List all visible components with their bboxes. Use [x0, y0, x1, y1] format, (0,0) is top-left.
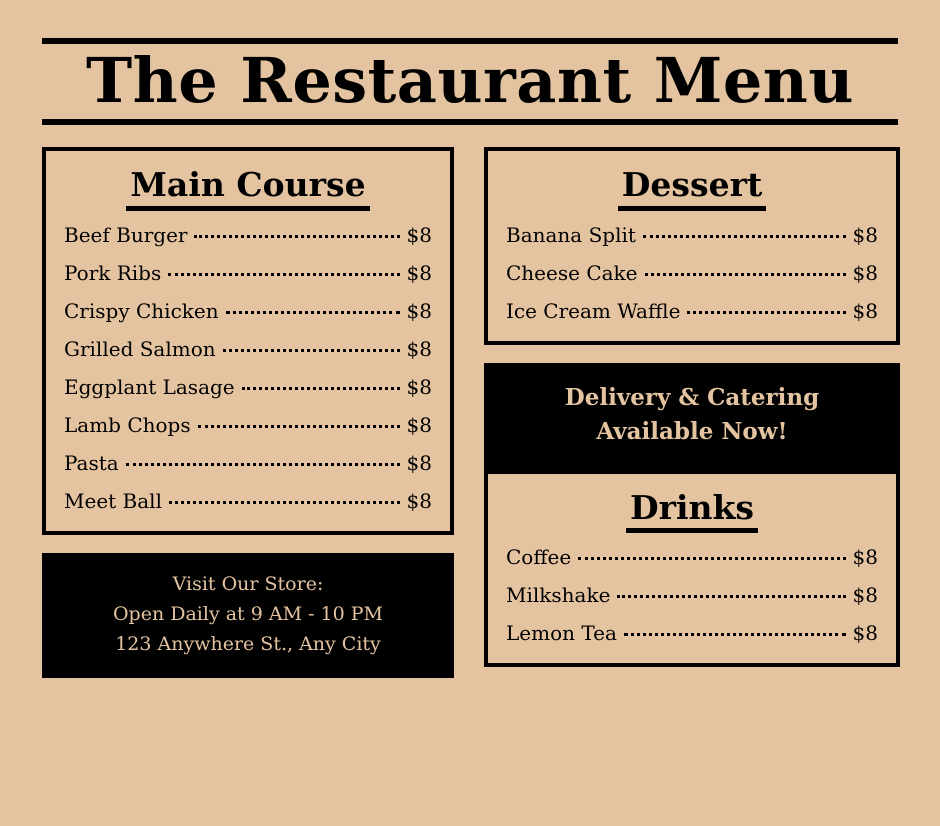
menu-item-price: $8	[852, 583, 878, 608]
menu-item	[506, 583, 878, 608]
leader-dots	[645, 273, 846, 276]
main-course-heading: Main Course	[126, 165, 369, 211]
page-title: The Restaurant Menu	[86, 44, 854, 117]
leader-dots	[226, 311, 400, 314]
menu-page	[0, 38, 940, 826]
leader-dots	[687, 311, 845, 314]
leader-dots	[169, 501, 400, 504]
leader-dots	[643, 235, 846, 238]
menu-item	[64, 450, 432, 475]
menu-columns	[42, 147, 898, 678]
dessert-heading-wrap	[506, 165, 878, 211]
leader-dots	[194, 235, 399, 238]
menu-item	[64, 336, 432, 361]
menu-item	[64, 298, 432, 323]
menu-item	[506, 222, 878, 247]
leader-dots	[126, 463, 400, 466]
main-course-panel	[42, 147, 454, 535]
menu-item	[64, 374, 432, 399]
menu-item-name: Banana Split	[506, 222, 636, 247]
menu-item-name: Beef Burger	[64, 222, 188, 247]
menu-item-name: Coffee	[506, 545, 572, 570]
leader-dots	[223, 349, 400, 352]
menu-item-name: Eggplant Lasage	[64, 374, 235, 399]
menu-item-name: Lemon Tea	[506, 621, 617, 646]
menu-item	[506, 260, 878, 285]
menu-item-price: $8	[406, 412, 432, 437]
menu-item-price: $8	[852, 260, 878, 285]
menu-item-name: Meet Ball	[64, 488, 162, 513]
leader-dots	[578, 557, 845, 560]
menu-item-price: $8	[406, 336, 432, 361]
menu-item-price: $8	[852, 222, 878, 247]
menu-item-price: $8	[852, 545, 878, 570]
menu-item-price: $8	[406, 298, 432, 323]
leader-dots	[198, 425, 400, 428]
menu-item-name: Pork Ribs	[64, 260, 162, 285]
menu-item	[506, 621, 878, 646]
menu-item-price: $8	[406, 450, 432, 475]
store-info-banner	[42, 553, 454, 678]
right-column	[484, 147, 900, 678]
leader-dots	[624, 633, 846, 636]
drinks-heading: Drinks	[626, 488, 758, 534]
menu-item	[506, 545, 878, 570]
leader-dots	[168, 273, 399, 276]
menu-item-name: Ice Cream Waffle	[506, 298, 681, 323]
menu-item	[64, 488, 432, 513]
left-column	[42, 147, 454, 678]
dessert-panel	[484, 147, 900, 345]
store-info-line-1: Visit Our Store:	[172, 572, 324, 595]
promo-line-1: Delivery & Catering	[564, 383, 820, 411]
menu-item-price: $8	[406, 260, 432, 285]
promo-banner	[484, 363, 900, 470]
title-block	[42, 38, 898, 125]
dessert-heading: Dessert	[618, 165, 766, 211]
menu-item-name: Grilled Salmon	[64, 336, 216, 361]
menu-item-price: $8	[406, 374, 432, 399]
leader-dots	[242, 387, 400, 390]
menu-item-name: Crispy Chicken	[64, 298, 219, 323]
menu-item-price: $8	[852, 621, 878, 646]
menu-item-name: Pasta	[64, 450, 119, 475]
menu-item-price: $8	[406, 488, 432, 513]
menu-item	[64, 260, 432, 285]
menu-item	[506, 298, 878, 323]
store-info-line-3: 123 Anywhere St., Any City	[115, 633, 381, 656]
store-info-line-2: Open Daily at 9 AM - 10 PM	[112, 603, 383, 626]
menu-item-name: Cheese Cake	[506, 260, 638, 285]
leader-dots	[617, 595, 845, 598]
menu-item-name: Milkshake	[506, 583, 611, 608]
menu-item-name: Lamb Chops	[64, 412, 191, 437]
main-course-heading-wrap	[64, 165, 432, 211]
drinks-heading-wrap	[506, 488, 878, 534]
promo-line-2: Available Now!	[596, 418, 788, 446]
menu-item-price: $8	[852, 298, 878, 323]
drinks-panel	[484, 470, 900, 668]
menu-item	[64, 412, 432, 437]
menu-item-price: $8	[406, 222, 432, 247]
menu-item	[64, 222, 432, 247]
